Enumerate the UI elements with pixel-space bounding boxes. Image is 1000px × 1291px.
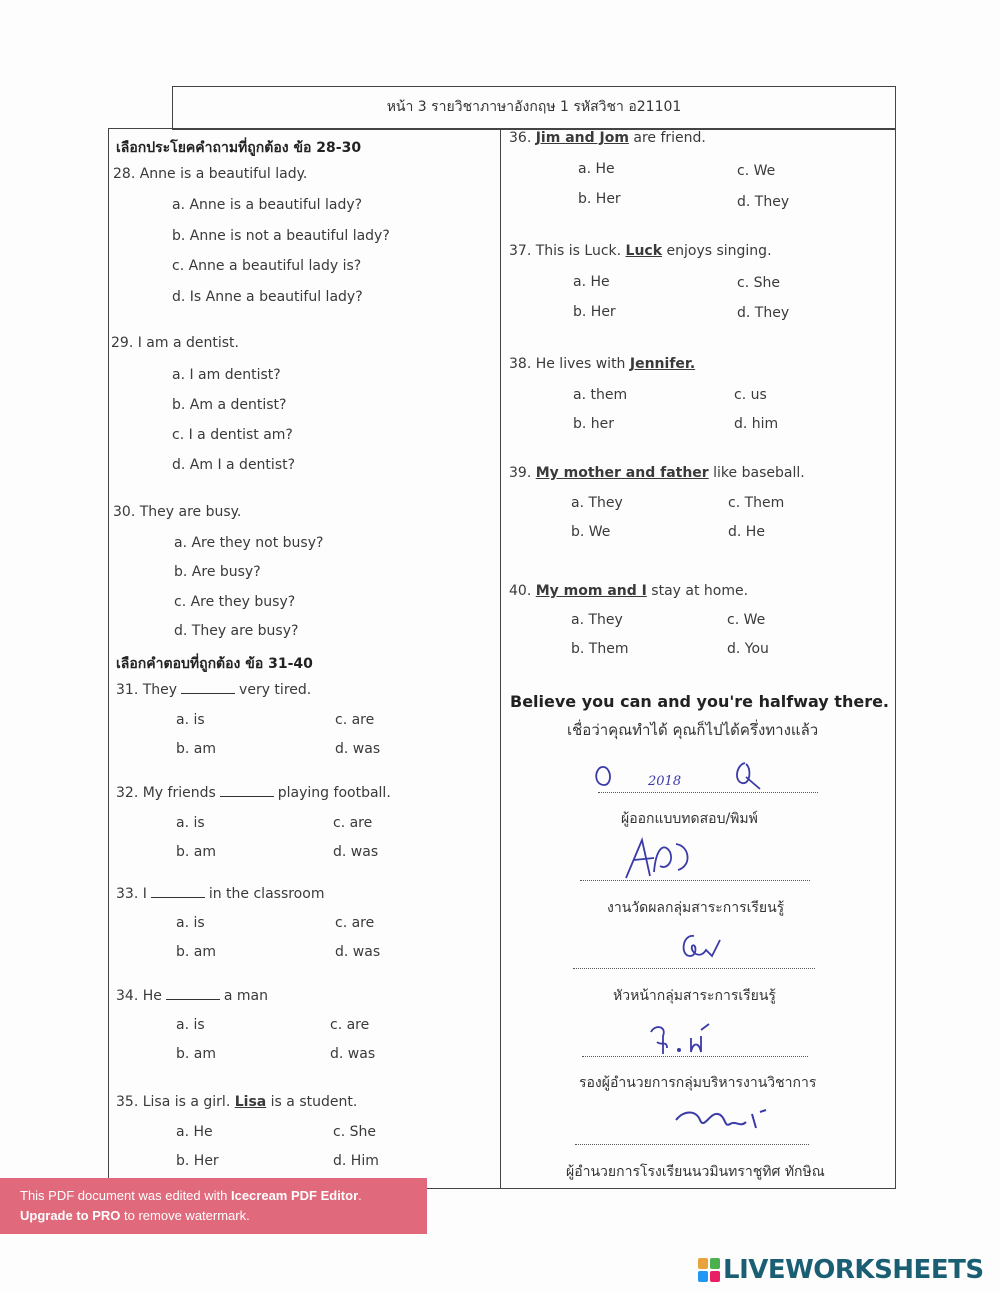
question-31: 31. They very tired.	[116, 682, 312, 698]
option-28d[interactable]: d. Is Anne a beautiful lady?	[172, 289, 363, 305]
option-31d[interactable]: d. was	[335, 741, 381, 757]
option-39d[interactable]: d. He	[728, 524, 765, 540]
option-29a[interactable]: a. I am dentist?	[172, 367, 281, 383]
question-39: 39. My mother and father like baseball.	[509, 465, 805, 481]
option-28c[interactable]: c. Anne a beautiful lady is?	[172, 258, 362, 274]
option-29c[interactable]: c. I a dentist am?	[172, 427, 293, 443]
option-32b[interactable]: b. am	[176, 844, 217, 860]
page-header: หน้า 3 รายวิชาภาษาอังกฤษ 1 รหัสวิชา อ21101	[386, 99, 682, 115]
option-32d[interactable]: d. was	[333, 844, 379, 860]
option-35c[interactable]: c. She	[333, 1124, 376, 1140]
role-test-designer: ผู้ออกแบบทดสอบ/พิมพ์	[621, 811, 758, 827]
option-31a[interactable]: a. is	[176, 712, 205, 728]
question-36: 36. Jim and Jom are friend.	[509, 130, 706, 146]
option-38d[interactable]: d. him	[734, 416, 779, 432]
answer-blank-33[interactable]	[151, 886, 205, 898]
option-33b[interactable]: b. am	[176, 944, 217, 960]
option-31b[interactable]: b. am	[176, 741, 217, 757]
option-38c[interactable]: c. us	[734, 387, 767, 403]
section-title-28-30: เลือกประโยคคำถามที่ถูกต้อง ข้อ 28-30	[116, 140, 362, 156]
option-32a[interactable]: a. is	[176, 815, 205, 831]
question-28: 28. Anne is a beautiful lady.	[113, 166, 308, 182]
question-37: 37. This is Luck. Luck enjoys singing.	[509, 243, 772, 259]
option-36a[interactable]: a. He	[578, 161, 615, 177]
option-38b[interactable]: b. her	[573, 416, 615, 432]
watermark-line-2: Upgrade to PRO to remove watermark.	[20, 1208, 250, 1223]
question-33: 33. I in the classroom	[116, 886, 325, 902]
option-40c[interactable]: c. We	[727, 612, 766, 628]
option-29d[interactable]: d. Am I a dentist?	[172, 457, 296, 473]
option-33a[interactable]: a. is	[176, 915, 205, 931]
question-32: 32. My friends playing football.	[116, 785, 391, 801]
option-34a[interactable]: a. is	[176, 1017, 205, 1033]
role-director: ผู้อำนวยการโรงเรียนนวมินทราชูทิศ ทักษิณ	[566, 1164, 825, 1180]
section-title-31-40: เลือกคำตอบที่ถูกต้อง ข้อ 31-40	[116, 656, 313, 672]
option-40b[interactable]: b. Them	[571, 641, 629, 657]
option-28b[interactable]: b. Anne is not a beautiful lady?	[172, 228, 390, 244]
option-33c[interactable]: c. are	[335, 915, 375, 931]
option-28a[interactable]: a. Anne is a beautiful lady?	[172, 197, 363, 213]
option-30a[interactable]: a. Are they not busy?	[174, 535, 324, 551]
signature-designer	[590, 755, 800, 795]
option-40a[interactable]: a. They	[571, 612, 623, 628]
option-35b[interactable]: b. Her	[176, 1153, 219, 1169]
answer-blank-31[interactable]	[181, 682, 235, 694]
option-37d[interactable]: d. They	[737, 305, 790, 321]
signature-department-head	[676, 926, 726, 966]
option-40d[interactable]: d. You	[727, 641, 769, 657]
liveworksheets-logo-text: LIVEWORKSHEETS	[723, 1255, 984, 1285]
answer-blank-32[interactable]	[220, 785, 274, 797]
option-36c[interactable]: c. We	[737, 163, 776, 179]
motto-english: Believe you can and you're halfway there.	[510, 692, 890, 711]
signature-director	[670, 1100, 770, 1140]
signature-line-3	[573, 968, 815, 969]
signature-line-4	[582, 1056, 808, 1057]
option-37a[interactable]: a. He	[573, 274, 610, 290]
option-38a[interactable]: a. them	[573, 387, 628, 403]
question-30: 30. They are busy.	[113, 504, 242, 520]
signature-evaluation	[620, 832, 700, 882]
option-29b[interactable]: b. Am a dentist?	[172, 397, 287, 413]
role-deputy-director: รองผู้อำนวยการกลุ่มบริหารงานวิชาการ	[579, 1075, 817, 1091]
option-39a[interactable]: a. They	[571, 495, 623, 511]
option-36b[interactable]: b. Her	[578, 191, 621, 207]
option-33d[interactable]: d. was	[335, 944, 381, 960]
signature-deputy-director	[645, 1018, 715, 1058]
question-35: 35. Lisa is a girl. Lisa is a student.	[116, 1094, 358, 1110]
question-40: 40. My mom and I stay at home.	[509, 583, 749, 599]
answer-blank-34[interactable]	[166, 988, 220, 1000]
question-29: 29. I am a dentist.	[111, 335, 239, 351]
signature-line-2	[580, 880, 810, 881]
signature-date: 2018	[648, 774, 682, 789]
option-31c[interactable]: c. are	[335, 712, 375, 728]
option-32c[interactable]: c. are	[333, 815, 373, 831]
option-39c[interactable]: c. Them	[728, 495, 785, 511]
option-30c[interactable]: c. Are they busy?	[174, 594, 296, 610]
signature-line-1	[598, 792, 818, 793]
option-37c[interactable]: c. She	[737, 275, 780, 291]
option-37b[interactable]: b. Her	[573, 304, 616, 320]
liveworksheets-logo[interactable]	[698, 1255, 984, 1285]
option-34c[interactable]: c. are	[330, 1017, 370, 1033]
option-39b[interactable]: b. We	[571, 524, 611, 540]
column-divider	[500, 128, 501, 1189]
question-38: 38. He lives with Jennifer.	[509, 356, 696, 372]
option-30b[interactable]: b. Are busy?	[174, 564, 261, 580]
role-department-head: หัวหน้ากลุ่มสาระการเรียนรู้	[613, 988, 776, 1004]
option-34d[interactable]: d. was	[330, 1046, 376, 1062]
option-35a[interactable]: a. He	[176, 1124, 213, 1140]
motto-thai: เชื่อว่าคุณทำได้ คุณก็ไปได้ครึ่งทางแล้ว	[567, 721, 819, 739]
option-35d[interactable]: d. Him	[333, 1153, 379, 1169]
signature-line-5	[575, 1144, 809, 1145]
editor-watermark[interactable]	[0, 1178, 427, 1234]
option-34b[interactable]: b. am	[176, 1046, 217, 1062]
liveworksheets-logo-icon	[698, 1258, 720, 1282]
option-36d[interactable]: d. They	[737, 194, 790, 210]
watermark-line-1: This PDF document was edited with Icecream PDF Editor.	[20, 1188, 362, 1203]
option-30d[interactable]: d. They are busy?	[174, 623, 299, 639]
role-evaluation: งานวัดผลกลุ่มสาระการเรียนรู้	[607, 900, 785, 916]
question-34: 34. He a man	[116, 988, 268, 1004]
